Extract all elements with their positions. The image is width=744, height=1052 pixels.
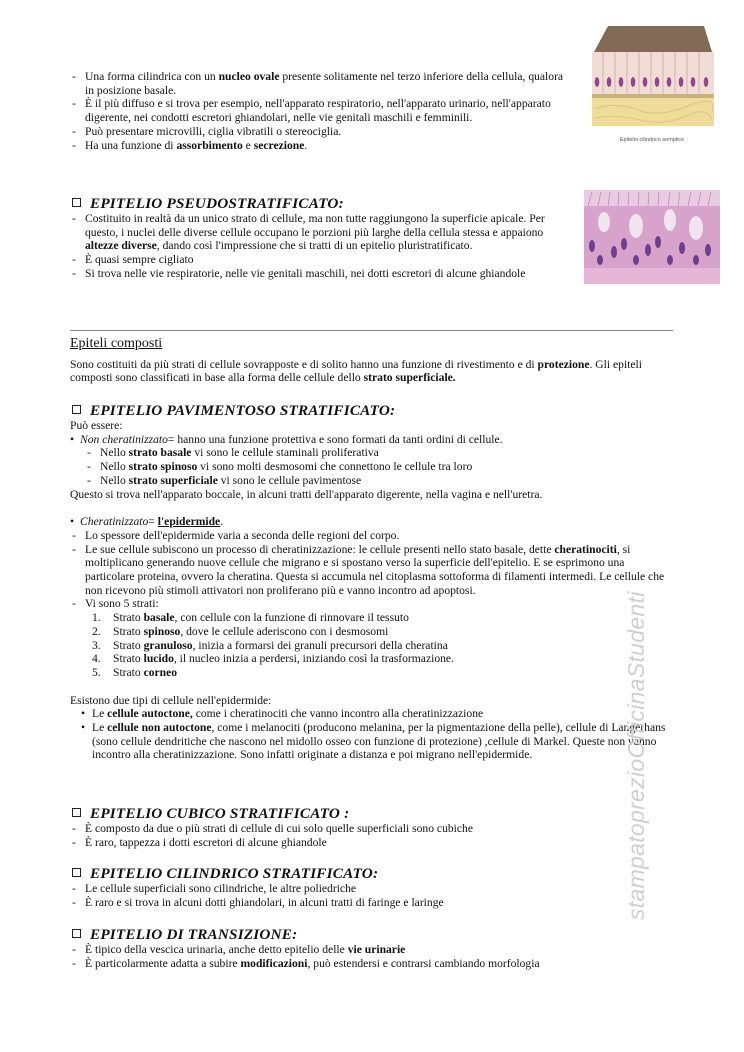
list-item: • Le cellule non autoctone, come i melanociti (producono melanina, per la pigmentazione della pelle), cellule di Langerhans (sono cellule dendritiche che nascono nel midollo osseo con funzione di protezione) ,cellule di Markel. Queste non vanno incontro alla cheratinizzazione. Sono infatti originate a distanza e poi migrano nell'epidermide. xyxy=(70,721,676,762)
list-item: - Vi sono 5 strati: xyxy=(70,597,676,611)
list-item: • Cheratinizzato= l'epidermide. xyxy=(70,515,676,529)
checkbox-bullet-icon xyxy=(72,929,81,938)
paragraph: Esistono due tipi di cellule nell'epidermide: xyxy=(70,693,272,707)
simple-columnar-illustration xyxy=(588,22,716,143)
list-item: 3. Strato granuloso, inizia a formarsi dei granuli precursori della cheratina xyxy=(92,638,448,652)
section-heading: EPITELIO PSEUDOSTRATIFICATO: xyxy=(70,195,570,212)
section-cilindrico xyxy=(70,865,670,909)
list-item: - Si trova nelle vie respiratorie, nelle vie genitali maschili, nei dotti escretori di alcune ghiandole xyxy=(70,267,570,281)
list-item: - È raro, tappezza i dotti escretori di alcune ghiandole xyxy=(70,836,670,850)
list-item: - È raro e si trova in alcuni dotti ghiandolari, in alcuni tratti di faringe e laringe xyxy=(70,896,670,910)
section-pseudostratificato xyxy=(70,195,570,281)
list-item: 5. Strato corneo xyxy=(92,665,178,679)
list-item: • Non cheratinizzato= hanno una funzione protettiva e sono formati da tanti ordini di cellule. xyxy=(70,433,676,447)
simple-columnar-drawing xyxy=(588,22,716,128)
list-item: - Nello strato superficiale vi sono le cellule pavimentose xyxy=(70,474,676,488)
list-item: • Le cellule autoctone, come i cheratinociti che vanno incontro alla cheratinizzazione xyxy=(70,707,676,721)
list-item: - Può presentare microvilli, ciglia vibratili o stereociglia. xyxy=(70,125,570,139)
pseudostratified-drawing xyxy=(584,190,720,284)
checkbox-bullet-icon xyxy=(72,405,81,414)
watermark: stampatoprezioOfficinaStudenti xyxy=(623,591,649,920)
list-item: - Costituito in realtà da un unico strato di cellule, ma non tutte raggiungono la superficie apicale. Per questo, i nuclei delle diverse cellule occupano le porzioni più larghe della cellula stessa e appaiono altezze diverse, dando così l'impressione che si tratti di un epitelio pluristratificato. xyxy=(70,212,570,253)
list-item: - Una forma cilindrica con un nucleo ovale presente solitamente nel terzo inferiore della cellula, qualora in posizione basale. xyxy=(70,70,570,97)
paragraph: Sono costituiti da più strati di cellule sovrapposte e di solito hanno una funzione di rivestimento e di protezione. Gli epiteli composti sono classificati in base alla forma delle cellule dello strato superficiale. xyxy=(70,357,642,385)
paragraph: Questo si trova nell'apparato boccale, in alcuni tratti dell'apparato digerente, nella vagina e nell'uretra. xyxy=(70,487,543,501)
intro-bullets xyxy=(70,70,570,152)
list-item: 4. Strato lucido, il nucleo inizia a perdersi, iniziando così la trasformazione. xyxy=(92,652,454,666)
image-caption: Epitelio cilindrico semplice xyxy=(619,136,685,143)
list-item: - È composto da due o più strati di cellule di cui solo quelle superficiali sono cubiche xyxy=(70,822,670,836)
list-item: - È quasi sempre cigliato xyxy=(70,253,570,267)
list-item: - È tipico della vescica urinaria, anche detto epitelio delle vie urinarie xyxy=(70,943,670,957)
checkbox-bullet-icon xyxy=(72,808,81,817)
paragraph: Può essere: xyxy=(70,419,123,432)
list-item: - È il più diffuso e si trova per esempio, nell'apparato respiratorio, nell'apparato urinario, nell'apparato digerente, nei condotti escretori ghiandolari, nelle vie genitali maschili e femminili. xyxy=(70,97,570,124)
section-transizione xyxy=(70,926,670,970)
divider xyxy=(70,330,673,331)
section-heading: EPITELIO CILINDRICO STRATIFICATO: xyxy=(70,865,670,882)
checkbox-bullet-icon xyxy=(72,198,81,207)
list-item: - Le sue cellule subiscono un processo di cheratinizzazione: le cellule presenti nello stato basale, dette cheratinociti, si moltiplicano generando nuove cellule che migrano e si spostano verso la superficie dell'epitelio. E se esprimono una particolare proteina, ovvero la cheratina. Questa si accumula nel citoplasma sottoforma di filamenti intermedi. Le cellule che non ricevono più stimoli attivatori non proliferano più e vanno incontro ad apoptosi. xyxy=(70,543,676,598)
section-heading: EPITELIO PAVIMENTOSO STRATIFICATO: xyxy=(70,402,676,419)
list-item: - Ha una funzione di assorbimento e secrezione. xyxy=(70,139,570,153)
list-item: - È particolarmente adatta a subire modificazioni, può estendersi e contrarsi cambiando morfologia xyxy=(70,957,670,971)
checkbox-bullet-icon xyxy=(72,868,81,877)
section-heading: EPITELIO DI TRANSIZIONE: xyxy=(70,926,670,943)
pseudostratified-micrograph xyxy=(584,190,720,284)
list-item: 2. Strato spinoso, dove le cellule aderiscono con i desmosomi xyxy=(92,624,389,638)
list-item: - Le cellule superficiali sono cilindriche, le altre poliedriche xyxy=(70,882,670,896)
list-item: - Lo spessore dell'epidermide varia a seconda delle regioni del corpo. xyxy=(70,529,676,543)
list-item: 1. Strato basale, con cellule con la funzione di rinnovare il tessuto xyxy=(92,611,409,625)
section-cubico xyxy=(70,805,670,849)
list-item: - Nello strato spinoso vi sono molti desmosomi che connettono le cellule tra loro xyxy=(70,460,676,474)
section-heading: EPITELIO CUBICO STRATIFICATO : xyxy=(70,805,670,822)
section-epiteli-composti xyxy=(70,337,672,385)
section-title: Epiteli composti xyxy=(70,336,163,351)
list-item: - Nello strato basale vi sono le cellule staminali proliferativa xyxy=(70,446,676,460)
section-pavimentoso xyxy=(70,402,676,762)
